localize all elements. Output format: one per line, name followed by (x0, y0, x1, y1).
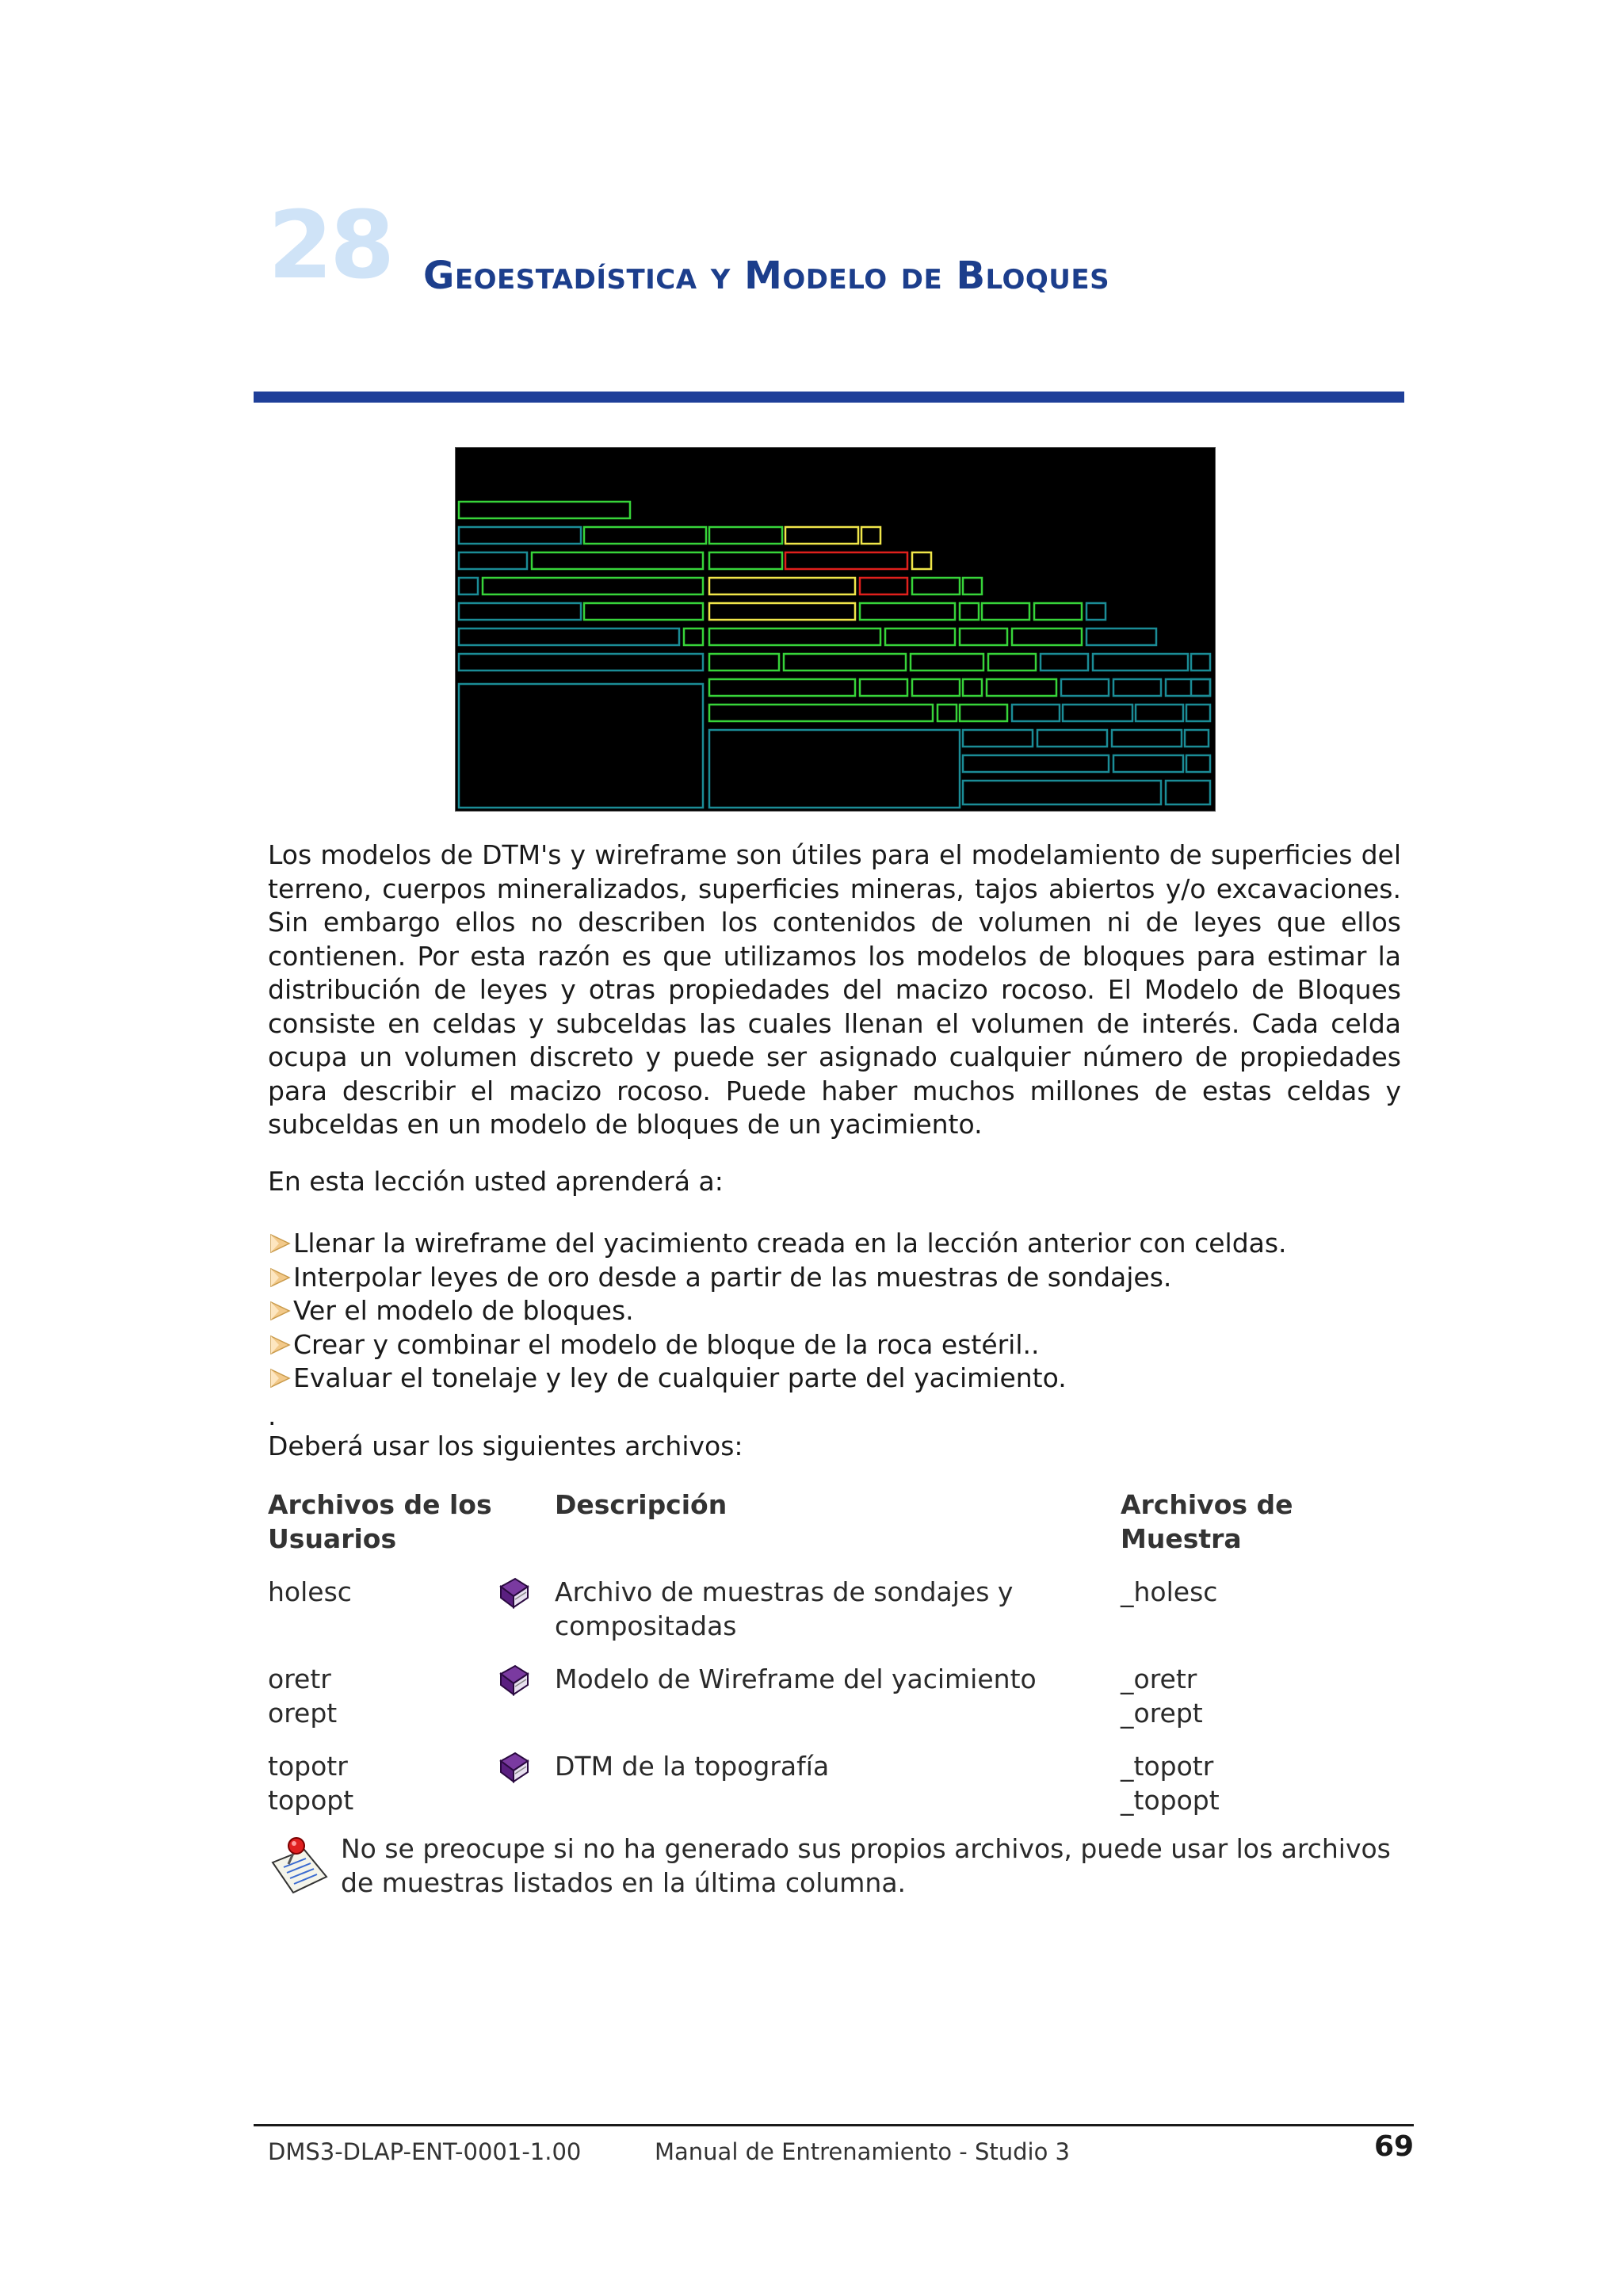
block-cell (709, 705, 933, 721)
user-file: oretr (268, 1664, 331, 1694)
user-file-cell (268, 1576, 498, 1610)
chapter-number: 28 (268, 190, 392, 300)
block-cell (1034, 603, 1082, 620)
objective-text: Llenar la wireframe del yacimiento creada en la lección anterior con celdas. (293, 1228, 1287, 1259)
block-cell (911, 654, 983, 670)
block-cell (459, 527, 581, 544)
block-cell (459, 502, 630, 518)
arrow-bullet-icon (268, 1366, 292, 1390)
description-cell: Modelo de Wireframe del yacimiento (555, 1664, 1037, 1694)
block-cell (584, 603, 703, 620)
block-cell (684, 628, 703, 645)
block-cell (584, 527, 706, 544)
block-cell (1166, 781, 1210, 804)
book-icon (496, 1576, 531, 1610)
block-cell (860, 578, 907, 594)
block-cell (1136, 705, 1183, 721)
sample-file: _topotr (1121, 1751, 1214, 1782)
objectives-list (268, 1227, 1401, 1396)
block-cell (1012, 705, 1060, 721)
user-file-cell (268, 1750, 498, 1817)
objective-text: Crear y combinar el modelo de bloque de la roca estéril.. (293, 1328, 1040, 1360)
arrow-bullet-icon (268, 1299, 292, 1323)
block-cell (1063, 705, 1132, 721)
block-cell (963, 755, 1109, 772)
sample-file-cell (1121, 1663, 1406, 1730)
user-file: topotr (268, 1751, 348, 1782)
sample-file: _topopt (1121, 1784, 1220, 1816)
block-cell (960, 705, 1007, 721)
block-model-cells (456, 448, 1215, 811)
block-cell (1041, 654, 1088, 670)
block-cell (885, 628, 955, 645)
arrow-bullet-icon (268, 1266, 292, 1289)
objective-item (268, 1294, 1401, 1328)
files-intro: Deberá usar los siguientes archivos: (268, 1431, 743, 1461)
block-cell (1086, 603, 1106, 620)
block-cell (960, 603, 979, 620)
block-cell (459, 552, 527, 569)
block-cell (1061, 679, 1109, 696)
intro-paragraph: Los modelos de DTM's y wireframe son útiles para el modelamiento de superficies del terreno, cuerpos mineralizados, superficies mineras, tajos abiertos y/o excavaciones. Sin embargo ellos no describen los contenidos de volumen ni de leyes que ellos contienen. Por esta razón es que utilizamos los modelos de bloques para estimar la distribución de leyes y otras propiedades del macizo rocoso. El Modelo de Bloques consiste en celdas y subceldas las cuales llenan el volumen de interés. Cada celda ocupa un volumen discreto y puede ser asignado cualquier número de propiedades para describir el macizo rocoso. Puede haber muchos millones de estas celdas y subceldas en un modelo de bloques de un yacimiento. (268, 839, 1401, 1140)
pushpin-note-icon (268, 1836, 331, 1902)
block-cell (963, 781, 1161, 804)
block-cell (1113, 755, 1183, 772)
block-cell (1086, 628, 1156, 645)
block-cell (982, 603, 1029, 620)
page-number: 69 (1374, 2130, 1415, 2163)
block-cell (1093, 654, 1188, 670)
block-cell (709, 578, 855, 594)
title-rule (254, 392, 1404, 403)
block-cell (459, 628, 679, 645)
block-cell (1191, 679, 1210, 696)
block-cell (912, 552, 931, 569)
block-cell (709, 527, 782, 544)
block-cell (912, 679, 960, 696)
block-model-figure (455, 447, 1216, 812)
description-cell: DTM de la topografía (555, 1751, 830, 1782)
block-cell (459, 684, 703, 808)
user-file: orept (268, 1697, 338, 1729)
objective-text: Interpolar leyes de oro desde a partir de las muestras de sondajes. (293, 1261, 1172, 1293)
sample-file: _oretr (1121, 1664, 1197, 1694)
block-cell (987, 679, 1056, 696)
objective-item (268, 1227, 1401, 1261)
description-cell: Archivo de muestras de sondajes y compositadas (555, 1576, 1014, 1641)
block-cell (860, 603, 955, 620)
block-cell (938, 705, 957, 721)
dot-line: . (268, 1400, 277, 1431)
user-file-cell (268, 1663, 498, 1730)
block-cell (532, 552, 703, 569)
block-cell (861, 527, 880, 544)
block-cell (960, 628, 1007, 645)
block-cell (912, 578, 960, 594)
objective-item (268, 1261, 1401, 1295)
book-icon (496, 1663, 531, 1698)
block-cell (1166, 679, 1210, 696)
user-file: topopt (268, 1784, 354, 1816)
note-box (268, 1832, 1409, 1912)
block-cell (459, 654, 703, 670)
objective-text: Ver el modelo de bloques. (293, 1295, 634, 1326)
block-cell (709, 679, 855, 696)
objective-item (268, 1328, 1401, 1362)
block-cell (963, 578, 982, 594)
block-cell (1186, 755, 1210, 772)
arrow-bullet-icon (268, 1232, 292, 1255)
block-cell (963, 679, 982, 696)
lesson-intro: En esta lección usted aprenderá a: (268, 1166, 724, 1197)
footer-doc-code: DMS3-DLAP-ENT-0001-1.00 (268, 2138, 582, 2165)
block-cell (785, 527, 858, 544)
chapter-title: Geoestadística y Modelo de Bloques (423, 254, 1110, 298)
block-cell (459, 578, 478, 594)
block-cell (1186, 705, 1210, 721)
block-cell (784, 654, 906, 670)
sample-file-cell (1121, 1576, 1406, 1610)
header-description: Descripción (555, 1489, 727, 1520)
sample-file: _holesc (1121, 1576, 1218, 1607)
block-cell (1185, 730, 1209, 747)
block-cell (785, 552, 907, 569)
block-cell (1113, 679, 1161, 696)
block-cell (709, 654, 779, 670)
header-user-files: Archivos de los Usuarios (268, 1489, 492, 1554)
sample-file-cell (1121, 1750, 1406, 1817)
block-cell (709, 552, 782, 569)
objective-text: Evaluar el tonelaje y ley de cualquier parte del yacimiento. (293, 1362, 1067, 1393)
block-cell (963, 730, 1033, 747)
block-cell (483, 578, 703, 594)
note-text: No se preocupe si no ha generado sus propios archivos, puede usar los archivos de muestras listados en la última columna. (341, 1833, 1391, 1898)
header-sample-files: Archivos de Muestra (1121, 1489, 1293, 1554)
block-cell (709, 603, 855, 620)
objective-item (268, 1362, 1401, 1396)
block-cell (1191, 654, 1210, 670)
block-cell (1037, 730, 1107, 747)
block-cell (1012, 628, 1082, 645)
book-icon (496, 1750, 531, 1785)
block-cell (1112, 730, 1182, 747)
footer-manual-title: Manual de Entrenamiento - Studio 3 (655, 2138, 1070, 2165)
block-cell (459, 603, 581, 620)
block-cell (988, 654, 1036, 670)
user-file: holesc (268, 1576, 352, 1607)
sample-file: _orept (1121, 1697, 1203, 1729)
block-cell (860, 679, 907, 696)
block-cell (709, 730, 960, 808)
arrow-bullet-icon (268, 1333, 292, 1357)
block-cell (709, 628, 880, 645)
footer-rule (254, 2124, 1414, 2126)
